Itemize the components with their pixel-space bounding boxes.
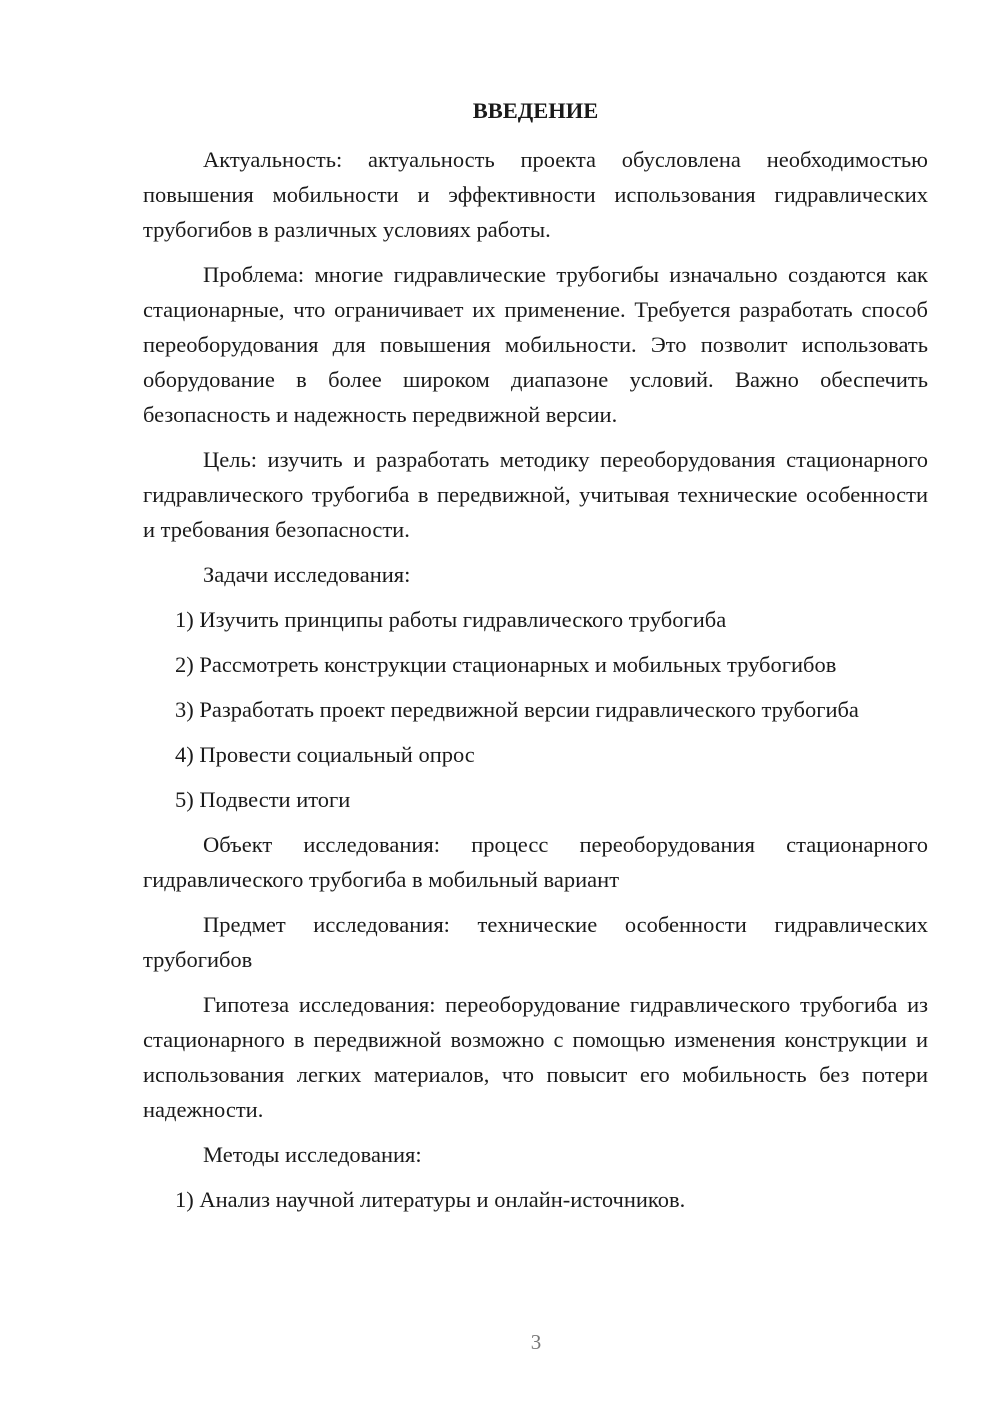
task-item: 5) Подвести итоги	[175, 787, 351, 812]
object-paragraph: Объект исследования: процесс переоборудования стационарного гидравлического трубогиба в мобильный вариант	[143, 832, 928, 892]
page-number: 3	[530, 1330, 542, 1354]
methods-heading: Методы исследования:	[203, 1142, 422, 1167]
goal-paragraph: Цель: изучить и разработать методику переоборудования стационарного гидравлического трубогиба в передвижной, учитывая технические особенности и требования безопасности.	[143, 447, 928, 542]
problem-paragraph: Проблема: многие гидравлические трубогибы изначально создаются как стационарные, что ограничивает их применение. Требуется разработать способ переоборудования для повышения мобильности. Это позволит использовать оборудование в более широком диапазоне условий. Важно обеспечить безопасность и надежность передвижной версии.	[143, 262, 928, 427]
task-item: 3) Разработать проект передвижной версии гидравлического трубогиба	[175, 697, 859, 722]
relevance-paragraph: Актуальность: актуальность проекта обусловлена необходимостью повышения мобильности и эффективности использования гидравлических трубогибов в различных условиях работы.	[143, 147, 928, 242]
task-item: 2) Рассмотреть конструкции стационарных и мобильных трубогибов	[175, 652, 837, 677]
page-title: ВВЕДЕНИЕ	[472, 98, 599, 123]
method-item: 1) Анализ научной литературы и онлайн-источников.	[175, 1187, 686, 1212]
task-item: 4) Провести социальный опрос	[175, 742, 475, 767]
subject-paragraph: Предмет исследования: технические особенности гидравлических трубогибов	[143, 912, 928, 972]
document-page	[143, 94, 928, 1227]
task-item: 1) Изучить принципы работы гидравлического трубогиба	[175, 607, 727, 632]
hypothesis-paragraph: Гипотеза исследования: переоборудование гидравлического трубогиба из стационарного в передвижной возможно с помощью изменения конструкции и использования легких материалов, что повысит его мобильность без потери надежности.	[143, 992, 928, 1122]
tasks-heading: Задачи исследования:	[203, 562, 411, 587]
